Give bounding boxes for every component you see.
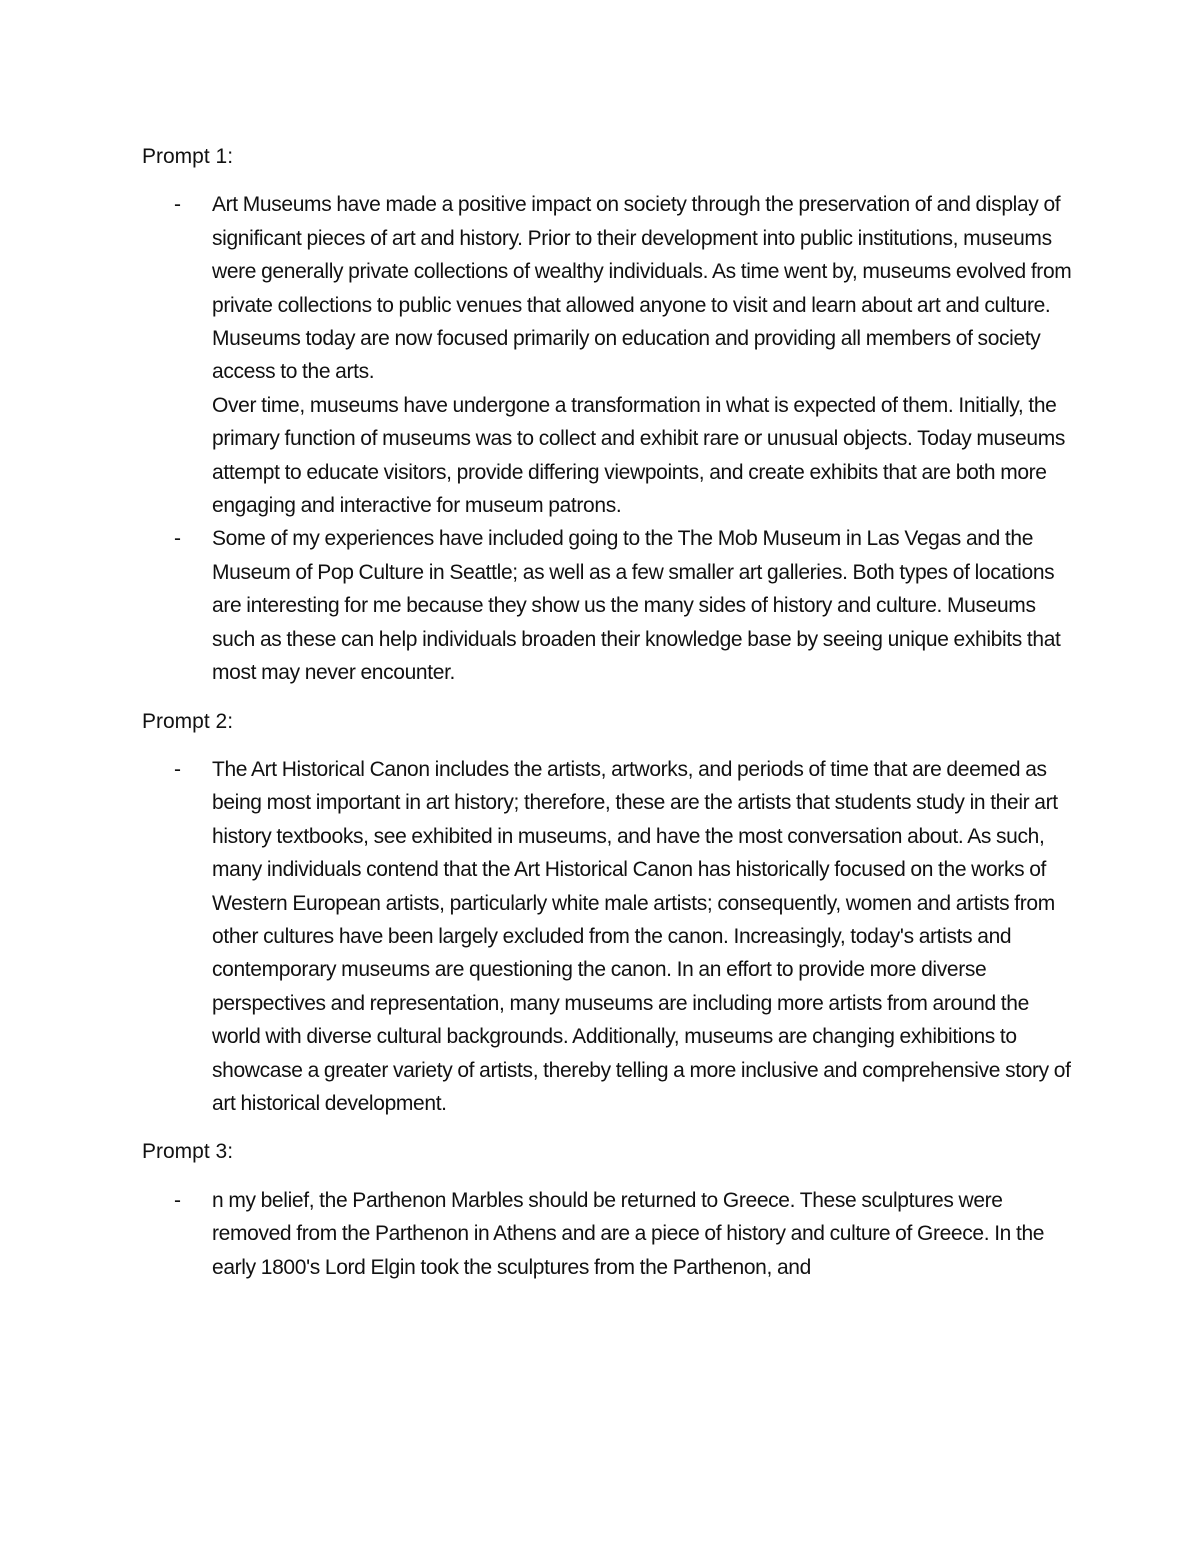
- prompt-1-paragraph-experiences: Some of my experiences have included going to the The Mob Museum in Las Vegas and the Museum of Pop Culture in Seattle; as well as a few smaller art galleries. Both types of locations are interesting for me because they show us the many sides of history and culture. Museums such as these can help individuals broaden their knowledge base by seeing unique exhibits that most may never encounter.: [212, 527, 1061, 685]
- prompt-2-bullet-list: [142, 753, 1082, 1120]
- prompt-2-bullet-1: [142, 753, 1072, 1120]
- bullet-dash: -: [174, 527, 181, 551]
- prompt-2-heading: Prompt 2:: [142, 709, 234, 733]
- prompt-1-bullet-2: [142, 522, 1072, 689]
- prompt-3-heading: Prompt 3:: [142, 1140, 234, 1164]
- prompt-1-paragraph-museums-impact: Art Museums have made a positive impact on society through the preservation of and display of significant pieces of art and history. Prior to their development into public institutions, museums were generally private collections of wealthy individuals. As time went by, museums evolved from private collections to public venues that allowed anyone to visit and learn about art and culture. Museums today are now focused primarily on education and providing all members of society access to the arts.: [212, 193, 1072, 384]
- bullet-dash: -: [174, 193, 181, 217]
- bullet-dash: -: [174, 757, 181, 781]
- prompt-1-heading: Prompt 1:: [142, 145, 234, 168]
- prompt-3-bullet-list: [142, 1184, 1082, 1284]
- bullet-dash: -: [174, 1188, 181, 1212]
- prompt-3-bullet-1: [142, 1184, 1072, 1284]
- prompt-1-bullet-1: [142, 188, 1072, 522]
- prompt-3-paragraph-parthenon-marbles: n my belief, the Parthenon Marbles should be returned to Greece. These sculptures were removed from the Parthenon in Athens and are a piece of history and culture of Greece. In the early 1800's Lord Elgin took the sculptures from the Parthenon, and: [212, 1188, 1045, 1279]
- prompt-1-paragraph-museums-transformation: Over time, museums have undergone a transformation in what is expected of them. Initially, the primary function of museums was to collect and exhibit rare or unusual objects. Today museums attempt to educate visitors, provide differing viewpoints, and create exhibits that are both more engaging and interactive for museum patrons.: [212, 393, 1065, 518]
- prompt-1-bullet-list: [142, 188, 1082, 689]
- prompt-2-paragraph-art-canon: The Art Historical Canon includes the artists, artworks, and periods of time that are deemed as being most important in art history; therefore, these are the artists that students study in their art history textbooks, see exhibited in museums, and have the most conversation about. As such, many individuals contend that the Art Historical Canon has historically focused on the works of Western European artists, particularly white male artists; consequently, women and artists from other cultures have been largely excluded from the canon. Increasingly, today's artists and contemporary museums are questioning the canon. In an effort to provide more diverse perspectives and representation, many museums are including more artists from around the world with diverse cultural backgrounds. Additionally, museums are changing exhibitions to showcase a greater variety of artists, thereby telling a more inclusive and comprehensive story of art historical development.: [212, 757, 1071, 1115]
- document-body: [142, 140, 1082, 1299]
